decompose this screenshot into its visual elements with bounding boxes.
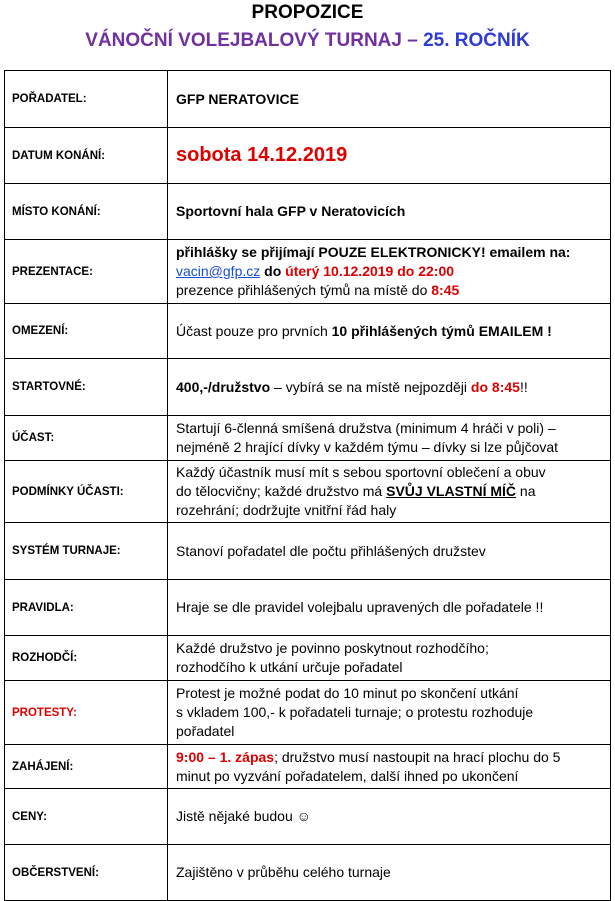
startovne-fee: 400,-/družstvo — [176, 378, 271, 395]
prezentace-do: do — [260, 263, 286, 279]
startovne-text: – vybírá se na místě nejpozději — [270, 378, 471, 395]
protesty-line1: Protest je možné podat do 10 minut po skončení utkání — [176, 685, 519, 701]
label-podminky: PODMÍNKY ÚČASTI: — [5, 461, 168, 523]
row-ucast — [5, 416, 611, 461]
row-rozhodci — [5, 636, 611, 681]
rozhodci-line2: rozhodčího k utkání určuje pořadatel — [176, 659, 403, 675]
podminky-line3: rozehrání; dodržujte vnitřní řád haly — [176, 502, 397, 518]
value-ceny: Jistě nějaké budou ☺ — [168, 789, 611, 845]
date-text: sobota 14.12.2019 — [176, 143, 348, 166]
label-omezeni: OMEZENÍ: — [5, 304, 168, 359]
document-subtitle — [0, 30, 615, 52]
row-podminky — [5, 461, 611, 523]
row-startovne — [5, 359, 611, 416]
prezentace-time: 8:45 — [431, 282, 460, 298]
row-omezeni — [5, 304, 611, 359]
value-datum — [168, 128, 611, 184]
protesty-line2: s vkladem 100,- k pořadateli turnaje; o protestu rozhoduje — [176, 704, 534, 720]
zahajeni-line2: minut po vyzvání pořadatelem, další ihned po ukončení — [176, 767, 519, 784]
value-startovne — [168, 359, 611, 416]
label-misto: MÍSTO KONÁNÍ: — [5, 184, 168, 240]
podminky-line2-end: na — [516, 483, 536, 499]
document-title: PROPOZICE — [251, 2, 364, 23]
startovne-time: do 8:45 — [470, 378, 520, 395]
podminky-line2-text: do tělocvičny; každé družstvo má — [176, 483, 387, 499]
podminky-line1: Každý účastník musí mít s sebou sportovní oblečení a obuv — [176, 464, 546, 480]
zahajeni-line1-rest: ; družstvo musí nastoupit na hrací plochu do 5 — [274, 748, 561, 765]
row-ceny — [5, 789, 611, 845]
ucast-line1: Startují 6-členná smíšená družstva (minimum 4 hráči v poli) – — [176, 420, 556, 436]
label-ceny: CENY: — [5, 789, 168, 845]
prezentace-line2 — [176, 262, 606, 281]
value-obcerstveni: Zajištěno v průběhu celého turnaje — [168, 845, 611, 901]
label-startovne: STARTOVNÉ: — [5, 359, 168, 416]
row-protesty — [5, 681, 611, 745]
label-zahajeni: ZAHÁJENÍ: — [5, 745, 168, 789]
subtitle-edition: 25. ROČNÍK — [423, 30, 530, 51]
value-prezentace — [168, 240, 611, 304]
label-poradatel: POŘADATEL: — [5, 71, 168, 128]
omezeni-bold: 10 přihlášených týmů EMAILEM ! — [331, 322, 552, 339]
value-pravidla: Hraje se dle pravidel volejbalu upravených dle pořadatele !! — [168, 580, 611, 636]
value-rozhodci — [168, 636, 611, 681]
podminky-line2 — [176, 482, 606, 501]
value-protesty — [168, 681, 611, 745]
row-prezentace — [5, 240, 611, 304]
omezeni-text: Účast pouze pro prvních — [176, 322, 332, 339]
row-datum — [5, 128, 611, 184]
label-system: SYSTÉM TURNAJE: — [5, 523, 168, 580]
prezentace-deadline: úterý 10.12.2019 do 22:00 — [285, 263, 455, 279]
label-protesty: PROTESTY: — [5, 681, 168, 745]
label-obcerstveni: OBČERSTVENÍ: — [5, 845, 168, 901]
prezentace-line1: přihlášky se přijímají POUZE ELEKTRONICKY! emailem na: — [176, 244, 571, 260]
row-zahajeni — [5, 745, 611, 789]
row-poradatel — [5, 71, 611, 128]
label-pravidla: PRAVIDLA: — [5, 580, 168, 636]
value-ucast — [168, 416, 611, 461]
startovne-end: !! — [519, 378, 528, 395]
prezentace-line3-text: prezence přihlášených týmů na místě do — [176, 282, 432, 298]
rozhodci-line1: Každé družstvo je povinno poskytnout rozhodčího; — [176, 640, 489, 656]
value-poradatel: GFP NERATOVICE — [168, 71, 611, 128]
value-system: Stanoví pořadatel dle počtu přihlášených družstev — [168, 523, 611, 580]
row-pravidla — [5, 580, 611, 636]
label-prezentace: PREZENTACE: — [5, 240, 168, 304]
label-rozhodci: ROZHODČÍ: — [5, 636, 168, 681]
label-datum: DATUM KONÁNÍ: — [5, 128, 168, 184]
subtitle-text: VÁNOČNÍ VOLEJBALOVÝ TURNAJ – — [85, 30, 424, 51]
row-obcerstveni — [5, 845, 611, 901]
zahajeni-line1 — [176, 748, 606, 767]
podminky-ball: SVŮJ VLASTNÍ MÍČ — [386, 483, 517, 499]
value-podminky — [168, 461, 611, 523]
protesty-line3: pořadatel — [176, 723, 235, 739]
label-ucast: ÚČAST: — [5, 416, 168, 461]
propositions-table — [4, 70, 611, 901]
row-misto — [5, 184, 611, 240]
ucast-line2: nejméně 2 hrající dívky v každém týmu – dívky si lze půjčovat — [176, 439, 559, 455]
value-omezeni — [168, 304, 611, 359]
prezentace-line3 — [176, 281, 606, 300]
value-zahajeni — [168, 745, 611, 789]
row-system — [5, 523, 611, 580]
value-misto: Sportovní hala GFP v Neratovicích — [168, 184, 611, 240]
email-link[interactable]: vacin@gfp.cz — [176, 263, 261, 279]
zahajeni-time: 9:00 – 1. zápas — [176, 748, 275, 765]
